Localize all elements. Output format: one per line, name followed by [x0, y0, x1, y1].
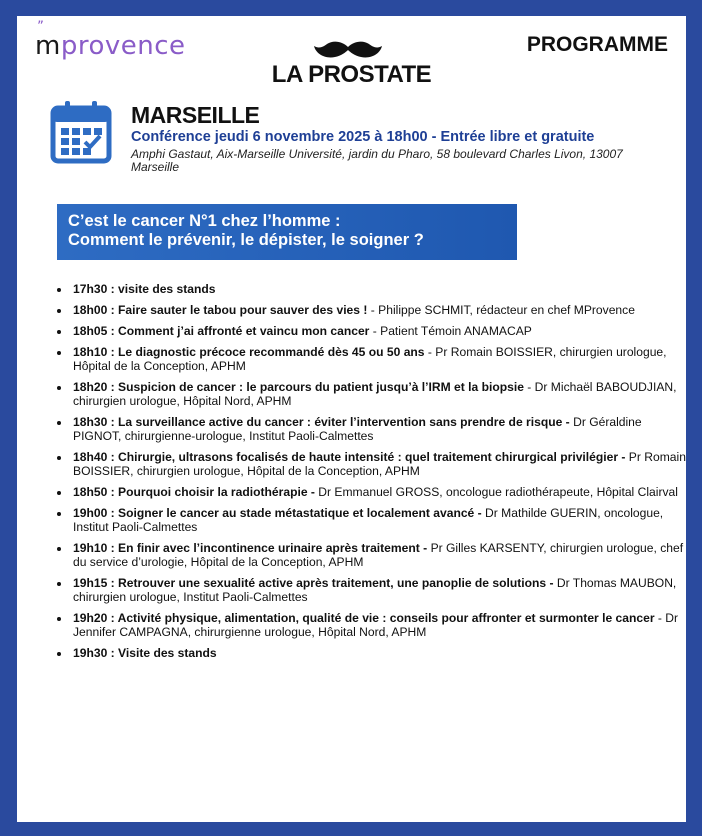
event-conference: Conférence jeudi 6 novembre 2025 à 18h00 - Entrée libre et gratuite [131, 129, 595, 145]
program-item: • 18h05 : Comment j’ai affronté et vaincu mon cancer - Patient Témoin ANAMACAP [71, 324, 693, 338]
banner-line-1: C’est le cancer N°1 chez l’homme : [68, 212, 341, 230]
program-item: • 19h30 : Visite des stands [71, 646, 693, 660]
program-item: • 18h30 : La surveillance active du cancer : éviter l’intervention sans prendre de risque - Dr Géraldine PIGNOT, chirurgienne-urologue, Institut Paoli-Calmettes [71, 415, 693, 443]
mprovence-logo: ’’ mprovence [35, 31, 186, 61]
calendar-icon [50, 100, 112, 164]
program-item: • 18h50 : Pourquoi choisir la radiothérapie - Dr Emmanuel GROSS, oncologue radiothérapeute, Hôpital Clairval [71, 485, 693, 499]
program-item: • 18h10 : Le diagnostic précoce recommandé dès 45 ou 50 ans - Pr Romain BOISSIER, chirurgien urologue, Hôpital de la Conception, APHM [71, 345, 693, 373]
program-item: • 17h30 : visite des stands [71, 282, 693, 296]
event-venue: Amphi Gastaut, Aix-Marseille Université, jardin du Pharo, 58 boulevard Charles Livon, 13007 Marseille [131, 147, 623, 174]
program-item: • 18h20 : Suspicion de cancer : le parcours du patient jusqu’à l’IRM et la biopsie - Dr Michaël BABOUDJIAN, chirurgien urologue, Hôpital Nord, APHM [71, 380, 693, 408]
banner-line-2: Comment le prévenir, le dépister, le soigner ? [68, 231, 424, 249]
program-item: • 19h10 : En finir avec l’incontinence urinaire après traitement - Pr Gilles KARSENTY, chirurgien urologue, chef du service d’urologie, Hôpital de la Conception, APHM [71, 541, 693, 569]
program-item: • 18h40 : Chirurgie, ultrasons focalisés de haute intensité : quel traitement chirurgical privilégier - Pr Romain BOISSIER, chirurgien urologue, Hôpital de la Conception, APHM [71, 450, 693, 478]
flyer-page [17, 16, 686, 822]
program-item: • 18h00 : Faire sauter le tabou pour sauver des vies ! - Philippe SCHMIT, rédacteur en chef MProvence [71, 303, 693, 317]
page-title: LA PROSTATE [271, 61, 432, 88]
event-city: MARSEILLE [131, 102, 260, 128]
programme-heading: PROGRAMME [526, 33, 668, 56]
program-item: • 19h20 : Activité physique, alimentation, qualité de vie : conseils pour affronter et surmonter le cancer - Dr Jennifer CAMPAGNA, chirurgienne urologue, Hôpital Nord, APHM [71, 611, 693, 639]
program-item: • 19h15 : Retrouver une sexualité active après traitement, une panoplie de solutions - Dr Thomas MAUBON, chirurgien urologue, Institut Paoli-Calmettes [71, 576, 693, 604]
program-list [57, 282, 693, 667]
program-item: • 19h00 : Soigner le cancer au stade métastatique et localement avancé - Dr Mathilde GUERIN, oncologue, Institut Paoli-Calmettes [71, 506, 693, 534]
headline-banner [57, 204, 517, 260]
